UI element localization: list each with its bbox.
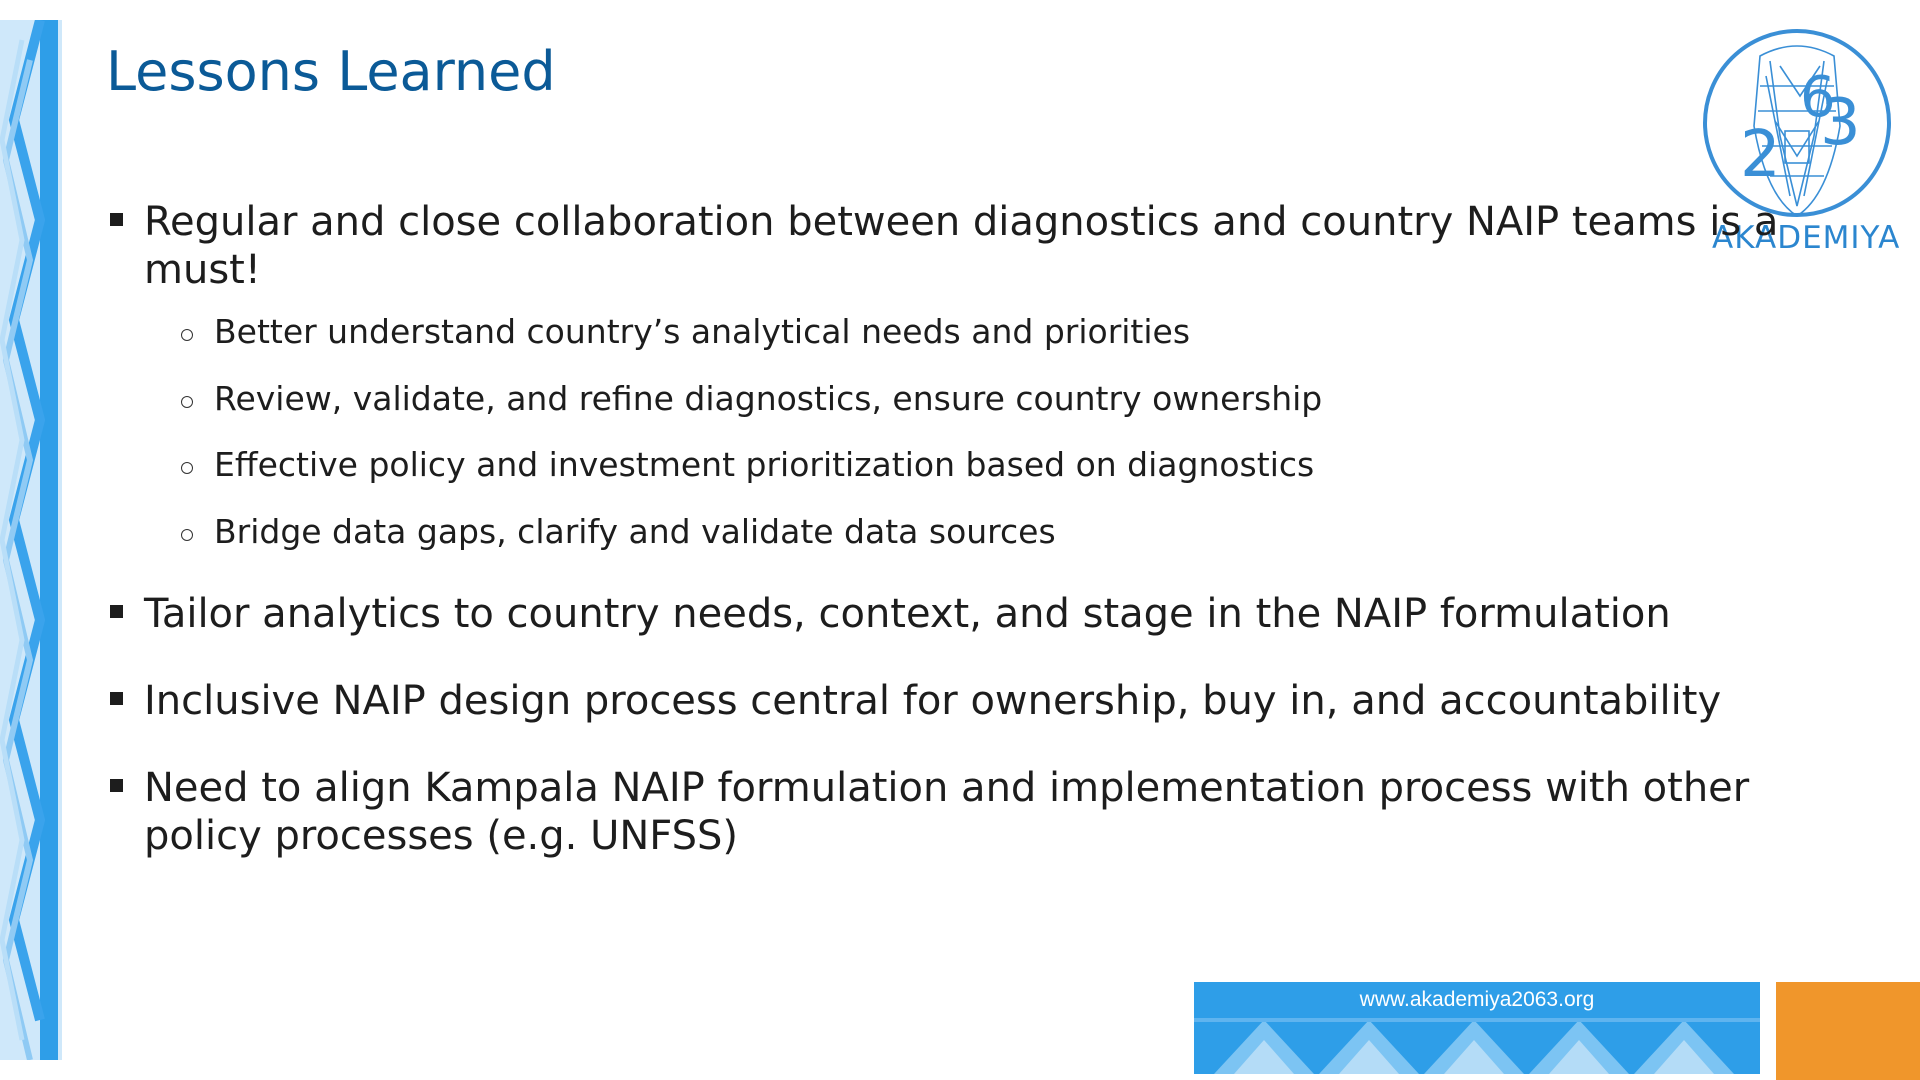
- bullet-text: Inclusive NAIP design process central for ownership, buy in, and accountability: [144, 678, 1722, 724]
- square-bullet-icon: [110, 213, 123, 226]
- decorative-left-band: [0, 20, 62, 1060]
- circle-bullet-icon: [181, 396, 193, 408]
- sub-bullet-text: Effective policy and investment prioritization based on diagnostics: [214, 445, 1315, 484]
- svg-text:2: 2: [1740, 118, 1781, 192]
- svg-text:6: 6: [1800, 65, 1836, 130]
- bullet-text: Need to align Kampala NAIP formulation and implementation process with other policy processes (e.g. UNFSS): [144, 765, 1750, 859]
- sub-bullet-item: [108, 312, 1798, 352]
- page-title: Lessons Learned: [106, 40, 556, 103]
- circle-bullet-icon: [181, 529, 193, 541]
- square-bullet-icon: [110, 692, 123, 705]
- sub-bullet-text: Bridge data gaps, clarify and validate data sources: [214, 512, 1056, 551]
- circle-bullet-icon: [181, 329, 193, 341]
- circle-bullet-icon: [181, 462, 193, 474]
- bullet-text: Tailor analytics to country needs, context, and stage in the NAIP formulation: [144, 591, 1671, 637]
- sub-bullet-text: Review, validate, and refine diagnostics, ensure country ownership: [214, 379, 1323, 418]
- bullet-item: [108, 590, 1798, 638]
- bullet-list: [108, 198, 1798, 860]
- bullet-item: [108, 677, 1798, 725]
- bullet-item: [108, 198, 1798, 294]
- orange-accent-block: [1776, 982, 1920, 1080]
- bullet-item: [108, 764, 1798, 860]
- svg-text:3: 3: [1820, 86, 1861, 160]
- website-link[interactable]: www.akademiya2063.org: [1359, 988, 1595, 1011]
- sub-bullet-item: [108, 512, 1798, 552]
- bullet-text: Regular and close collaboration between diagnostics and country NAIP teams is a must!: [144, 199, 1779, 293]
- sub-bullet-text: Better understand country’s analytical needs and priorities: [214, 312, 1191, 351]
- footer-banner: [1194, 982, 1760, 1074]
- sub-bullet-item: [108, 445, 1798, 485]
- square-bullet-icon: [110, 605, 123, 618]
- logo-wordmark: AKADEMIYA: [1712, 220, 1901, 256]
- square-bullet-icon: [110, 779, 123, 792]
- sub-bullet-item: [108, 379, 1798, 419]
